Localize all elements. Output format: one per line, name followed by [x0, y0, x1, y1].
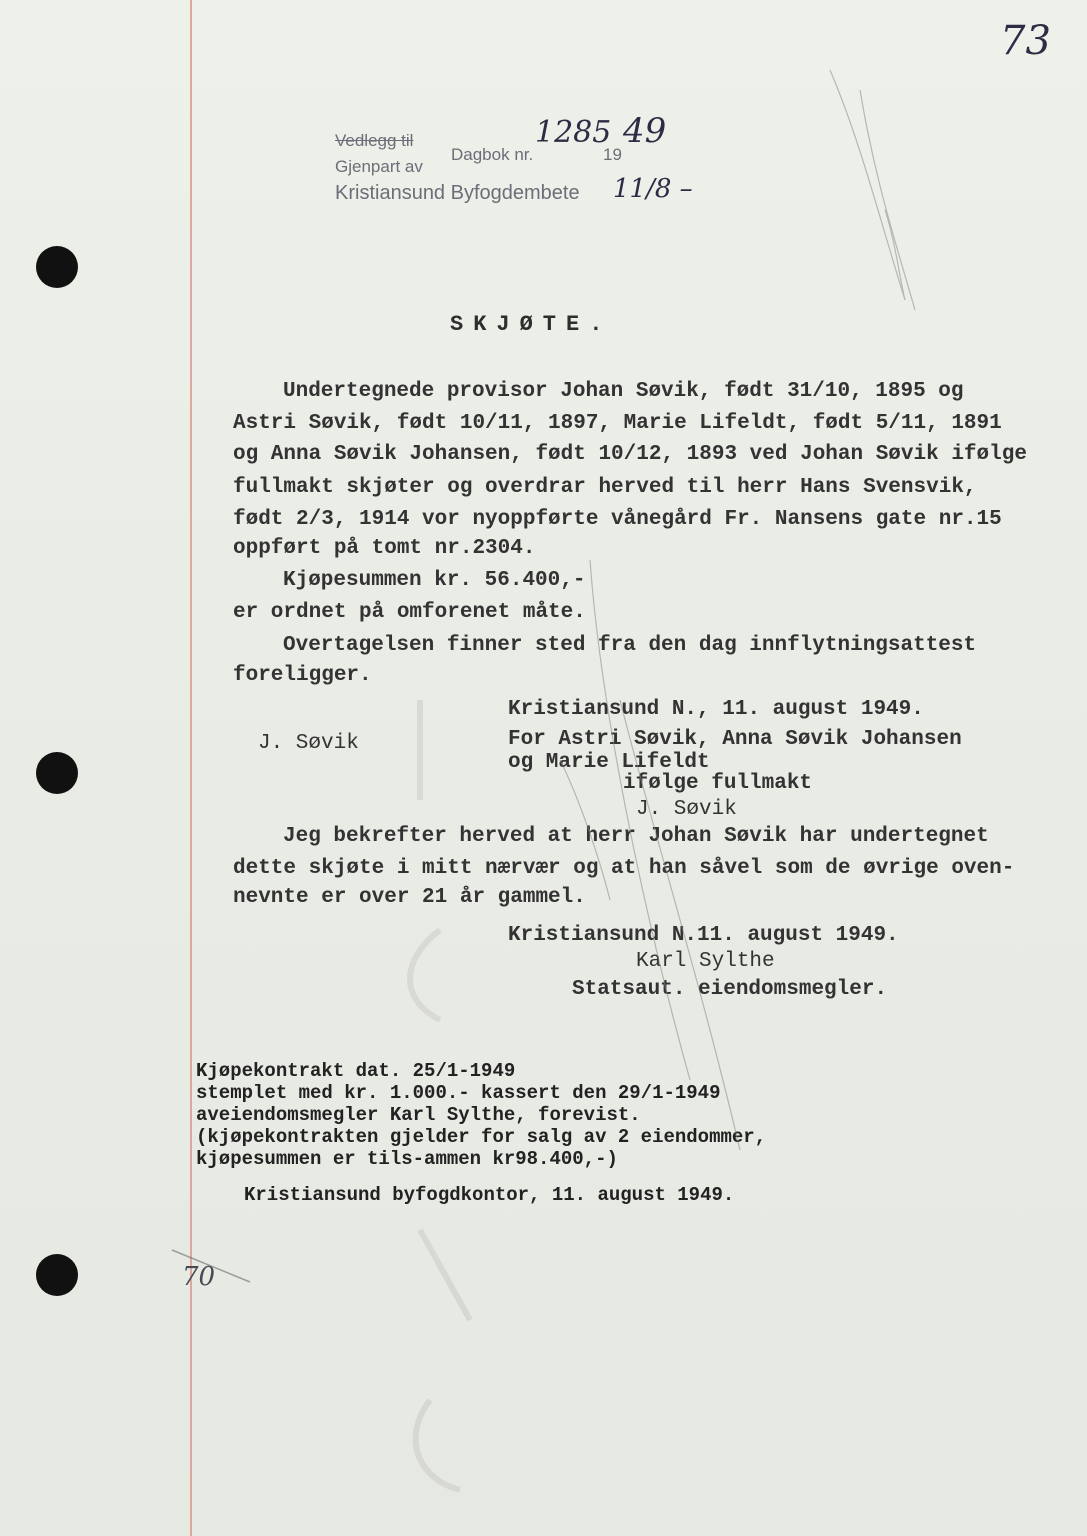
signer-left: J. Søvik — [258, 732, 359, 755]
punch-hole — [36, 1254, 78, 1296]
body-line: fullmakt skjøter og overdrar herved til herr Hans Svensvik, — [233, 476, 977, 499]
body-line: født 2/3, 1914 vor nyoppførte vånegård Fr. Nansens gate nr.15 — [233, 508, 1002, 531]
stamp-copy-label: Gjenpart av — [335, 157, 423, 176]
document-title: SKJØTE. — [450, 312, 613, 337]
body-line: og Anna Søvik Johansen, født 10/12, 1893 ved Johan Søvik ifølge — [233, 443, 1027, 466]
place-date: Kristiansund N., 11. august 1949. — [508, 698, 924, 721]
proxy-signature: J. Søvik — [636, 798, 737, 821]
attestation-line: Jeg bekrefter herved at herr Johan Søvik har undertegnet — [283, 825, 989, 848]
registry-note-line: (kjøpekontrakten gjelder for salg av 2 eiendommer, — [196, 1126, 767, 1148]
broker-title: Statsaut. eiendomsmegler. — [572, 978, 888, 1001]
body-line: Undertegnede provisor Johan Søvik, født 31/10, 1895 og — [283, 380, 964, 403]
stamp-struck-label: Vedlegg til — [335, 131, 414, 150]
registry-footer: Kristiansund byfogdkontor, 11. august 1949. — [244, 1184, 735, 1206]
stamp-diary-number: 1285 — [535, 115, 612, 150]
proxy-line: ifølge fullmakt — [623, 772, 813, 795]
registry-stamp — [335, 111, 693, 206]
body-line: Overtagelsen finner sted fra den dag innflytningsattest — [283, 634, 977, 657]
body-line: foreligger. — [233, 664, 372, 687]
body-line: oppført på tomt nr.2304. — [233, 537, 536, 560]
attestation-line: nevnte er over 21 år gammel. — [233, 886, 586, 909]
page-number: 73 — [1000, 18, 1051, 64]
registry-note-line: stemplet med kr. 1.000.- kassert den 29/1-1949 — [196, 1082, 721, 1104]
body-line: Astri Søvik, født 10/11, 1897, Marie Lifeldt, født 5/11, 1891 — [233, 412, 1002, 435]
punch-hole — [36, 752, 78, 794]
registry-note-line: kjøpesummen er tils-ammen kr98.400,-) — [196, 1148, 618, 1170]
proxy-line: For Astri Søvik, Anna Søvik Johansen — [508, 728, 962, 751]
registry-note-line: aveiendomsmegler Karl Sylthe, forevist. — [196, 1104, 641, 1126]
body-line: er ordnet på omforenet måte. — [233, 601, 586, 624]
broker-name: Karl Sylthe — [636, 950, 775, 973]
punch-hole — [36, 246, 78, 288]
margin-rule — [190, 0, 192, 1536]
stamp-date: 11/8 – — [613, 174, 693, 204]
proxy-line: og Marie Lifeldt — [508, 751, 710, 774]
stamp-office: Kristiansund Byfogdembete — [335, 182, 580, 204]
stamp-diary-label: Dagbok nr. — [451, 145, 534, 164]
body-line: Kjøpesummen kr. 56.400,- — [283, 569, 586, 592]
registry-note-line: Kjøpekontrakt dat. 25/1-1949 — [196, 1060, 516, 1082]
stamp-year-prefix: 19 — [603, 145, 622, 164]
place-date: Kristiansund N.11. august 1949. — [508, 924, 899, 947]
margin-mark: 70 — [182, 1262, 216, 1292]
attestation-line: dette skjøte i mitt nærvær og at han såvel som de øvrige oven- — [233, 857, 1015, 880]
stamp-year-suffix: 49 — [623, 111, 667, 151]
